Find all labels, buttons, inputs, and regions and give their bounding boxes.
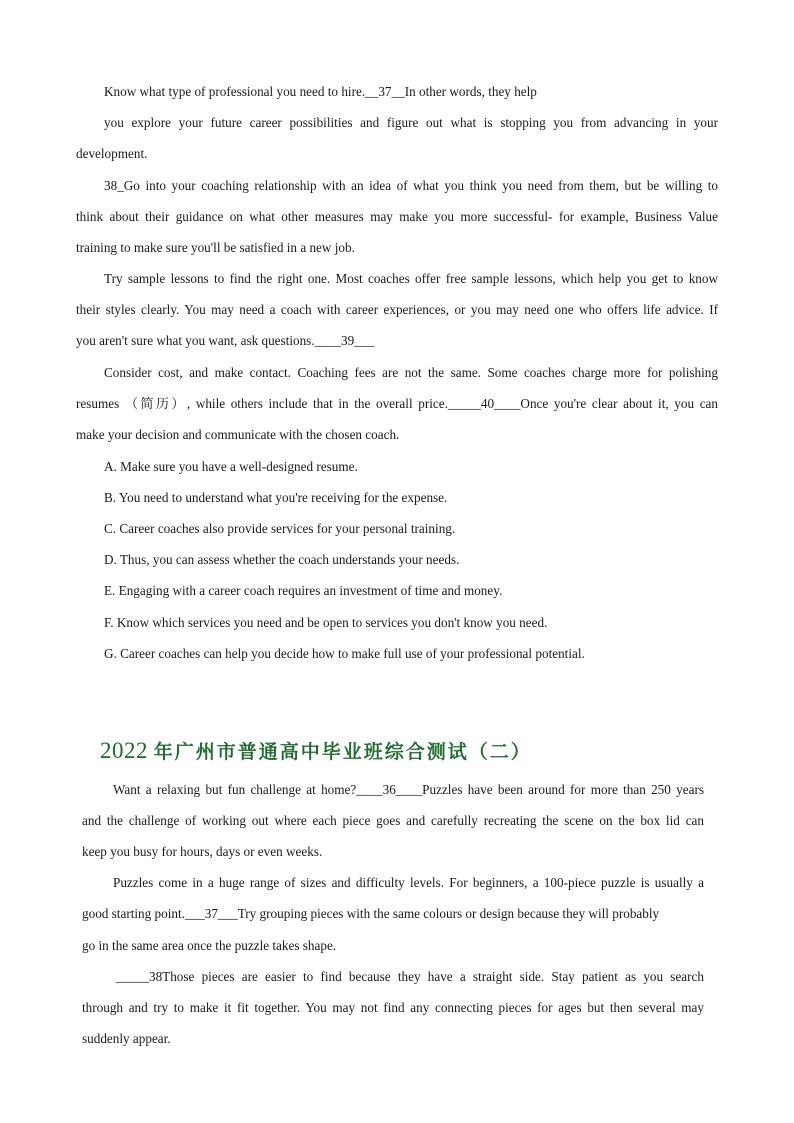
answer-blank-39: ____39___ xyxy=(314,333,374,348)
option-a: A. Make sure you have a well-designed resume. xyxy=(104,459,358,474)
text-line xyxy=(76,396,718,412)
text-line: development. xyxy=(76,146,148,161)
text-line xyxy=(104,84,537,100)
section-heading xyxy=(100,737,532,766)
text-line: keep you busy for hours, days or even weeks. xyxy=(82,844,323,859)
answer-blank-38: _____38 xyxy=(116,969,163,984)
sentence: you aren't sure what you want, ask questions. xyxy=(76,333,315,348)
text-line: their styles clearly. You may need a coach with career experiences, or you may need one who offers life advice. If xyxy=(76,302,718,317)
sentence: good starting point. xyxy=(82,906,185,921)
answer-blank-37: ___37___ xyxy=(184,906,238,921)
text-line: you explore your future career possibilities and figure out what is stopping you from advancing in your xyxy=(104,115,718,130)
sentence: Puzzles have been around for more than 250 years xyxy=(422,782,704,797)
sentence: Know what type of professional you need to hire. xyxy=(104,84,366,99)
option-g: G. Career coaches can help you decide how to make full use of your professional potential. xyxy=(104,646,585,661)
text-line: Puzzles come in a huge range of sizes and difficulty levels. For beginners, a 100-piece puzzle is usually a xyxy=(113,875,704,890)
option-b: B. You need to understand what you're receiving for the expense. xyxy=(104,490,448,505)
text-line: training to make sure you'll be satisfied in a new job. xyxy=(76,240,355,255)
text-line: through and try to make it fit together. You may not find any connecting pieces for ages but then several may xyxy=(82,1000,704,1015)
option-d: D. Thus, you can assess whether the coach understands your needs. xyxy=(104,552,460,567)
text-line: suddenly appear. xyxy=(82,1031,171,1046)
heading-year: 2022 xyxy=(100,738,148,763)
sentence: In other words, they help xyxy=(404,84,537,99)
text-line: Consider cost, and make contact. Coaching fees are not the same. Some coaches charge more for polishing xyxy=(104,365,718,380)
sentence: Try grouping pieces with the same colours or design because they will probably xyxy=(237,906,660,921)
sentence: Those pieces are easier to find because they have a straight side. Stay patient as you search xyxy=(162,969,704,984)
text-line xyxy=(113,782,704,798)
sentence: Want a relaxing but fun challenge at home? xyxy=(113,782,357,797)
text-line xyxy=(82,906,659,922)
answer-blank-40: _____40____ xyxy=(447,396,521,411)
answer-blank-37: __37__ xyxy=(365,84,405,99)
answer-blank-36: ____36____ xyxy=(356,782,423,797)
option-c: C. Career coaches also provide services for your personal training. xyxy=(104,521,456,536)
option-e: E. Engaging with a career coach requires an investment of time and money. xyxy=(104,583,503,598)
sentence: Once you're clear about it, you can xyxy=(520,396,718,411)
text-line: go in the same area once the puzzle takes shape. xyxy=(82,938,337,953)
text-line xyxy=(104,178,718,194)
text-line xyxy=(116,969,704,985)
text-line xyxy=(76,333,374,349)
answer-blank-38: 38_ xyxy=(104,178,124,193)
option-f: F. Know which services you need and be open to services you don't know you need. xyxy=(104,615,548,630)
text-line: Try sample lessons to find the right one. Most coaches offer free sample lessons, which help you get to know xyxy=(104,271,718,286)
text-line: and the challenge of working out where each piece goes and carefully recreating the scene on the box lid can xyxy=(82,813,704,828)
sentence: resumes （简历）, while others include that in the overall price. xyxy=(76,396,448,411)
text-line: make your decision and communicate with the chosen coach. xyxy=(76,427,400,442)
heading-title: 年广州市普通高中毕业班综合测试（二） xyxy=(153,741,532,763)
text-line: think about their guidance on what other measures may make you more successful- for example, Business Value xyxy=(76,209,718,224)
sentence: Go into your coaching relationship with an idea of what you think you need from them, but be willing to xyxy=(123,178,718,193)
